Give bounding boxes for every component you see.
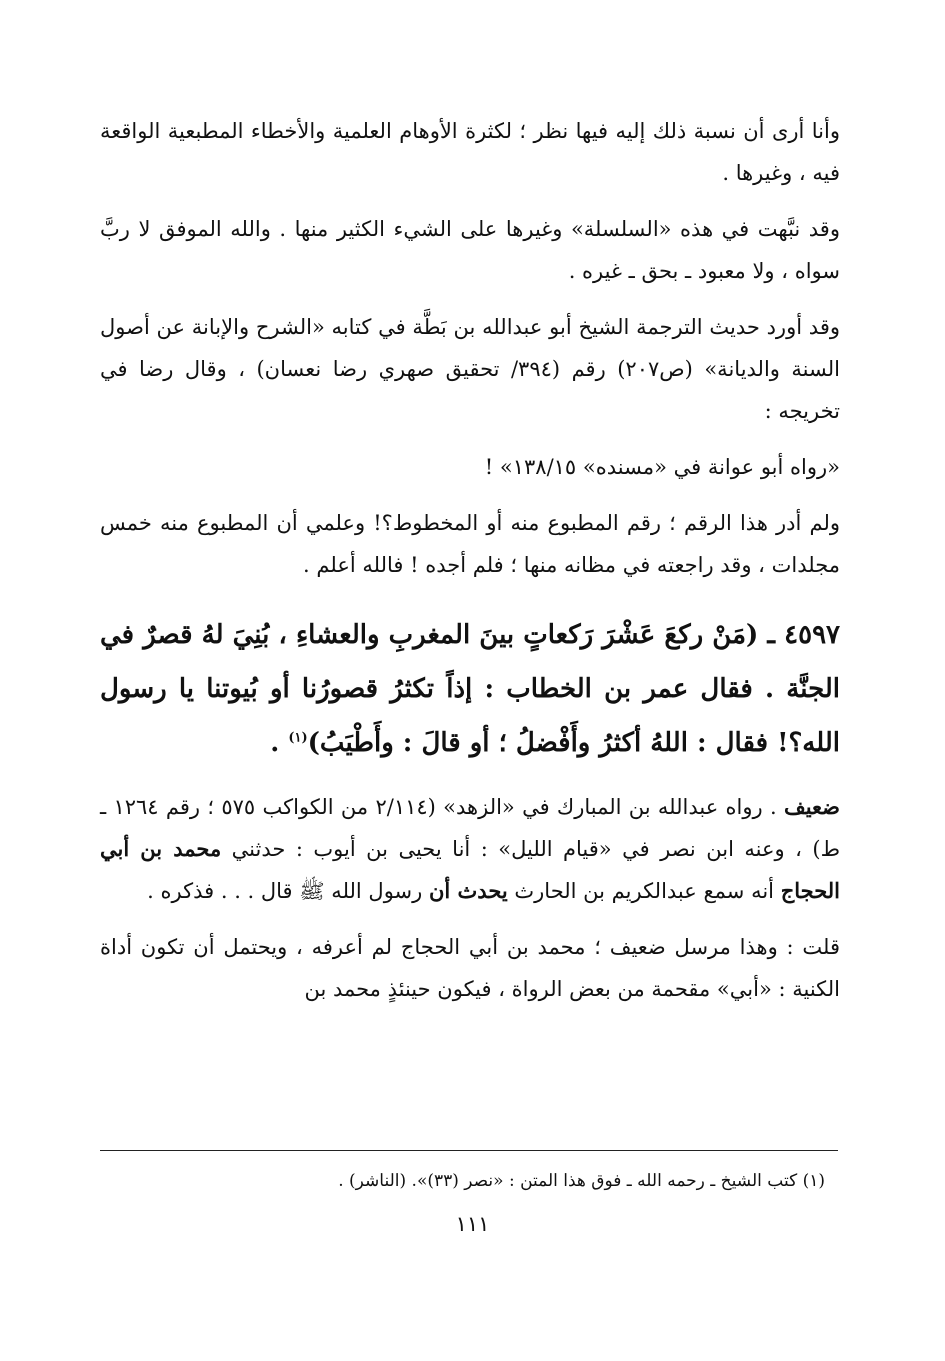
footnote-divider [100,1150,838,1151]
footnote-marker: (١) [288,730,308,746]
paragraph-3: وقد أورد حديث الترجمة الشيخ أبو عبدالله بن بَطَّة في كتابه «الشرح والإبانة عن أصول السنة والديانة» (ص٢٠٧) رقم (٣٩٤/ تحقيق صهري رضا نعسان) ، وقال رضا في تخريجه : [100,315,840,423]
page-body [100,110,840,1024]
grading-text-1: . رواه عبدالله بن المبارك في «الزهد» (٢/١١٤ من الكواكب ٥٧٥ ؛ رقم ١٢٦٤ ـ ط) ، وعنه ابن نصر في «قيام الليل» : أنا يحيى بن أيوب : حدثني [100,795,840,861]
narrator-name: محمد بن أبي الحجاج [100,836,840,903]
paragraph-2: وقد نبَّهت في هذه «السلسلة» وغيرها على الشيء الكثير منها . والله الموفق لا ربَّ سواه ، ولا معبود ـ بحق ـ غيره . [100,217,840,283]
paragraph-1: وأنا أرى أن نسبة ذلك إليه فيها نظر ؛ لكثرة الأوهام العلمية والأخطاء المطبعية الواقعة فيه ، وغيرها . [100,119,840,185]
footnote: (١) كتب الشيخ ـ رحمه الله ـ فوق هذا المتن : «نصر (٣٣)». (الناشر) . [338,1171,825,1191]
paragraph-4: ولم أدر هذا الرقم ؛ رقم المطبوع منه أو المخطوط؟! وعلمي أن المطبوع منه خمس مجلدات ، وقد راجعته في مظانه منها ؛ فلم أجده ! فالله أعلم . [100,511,840,577]
narration-verb: يحدث أن [428,878,508,903]
grading-text-2: أنه سمع عبدالكريم بن الحارث [507,879,781,903]
hadith-text [100,608,840,770]
quoted-reference: «رواه أبو عوانة في «مسنده» ١٣٨/١٥» ! [484,455,840,479]
grading-label: ضعيف [783,794,841,819]
grading-text-3: رسول الله ﷺ قال . . . فذكره . [147,879,429,903]
comment-paragraph: قلت : وهذا مرسل ضعيف ؛ محمد بن أبي الحجاج لم أعرفه ، ويحتمل أن تكون أداة الكنية : «أبي» مقحمة من بعض الرواة ، فيكون حينئذٍ محمد بن [100,935,840,1001]
hadith-end: . [270,728,289,758]
grading-paragraph [100,786,840,912]
hadith-body: ٤٥٩٧ ـ (مَنْ ركعَ عَشْرَ رَكعاتٍ بينَ المغربِ والعشاءِ ، بُنِيَ لهُ قصرٌ في الجنَّة . فقال عمر بن الخطاب : إذاً تكثرُ قصورُنا أو بُيوتنا يا رسول الله؟! فقال : اللهُ أكثرُ وأَفْضلُ ؛ أو قالَ : وأَطْيَبُ) [100,620,840,758]
page-number: ١١١ [455,1212,490,1236]
